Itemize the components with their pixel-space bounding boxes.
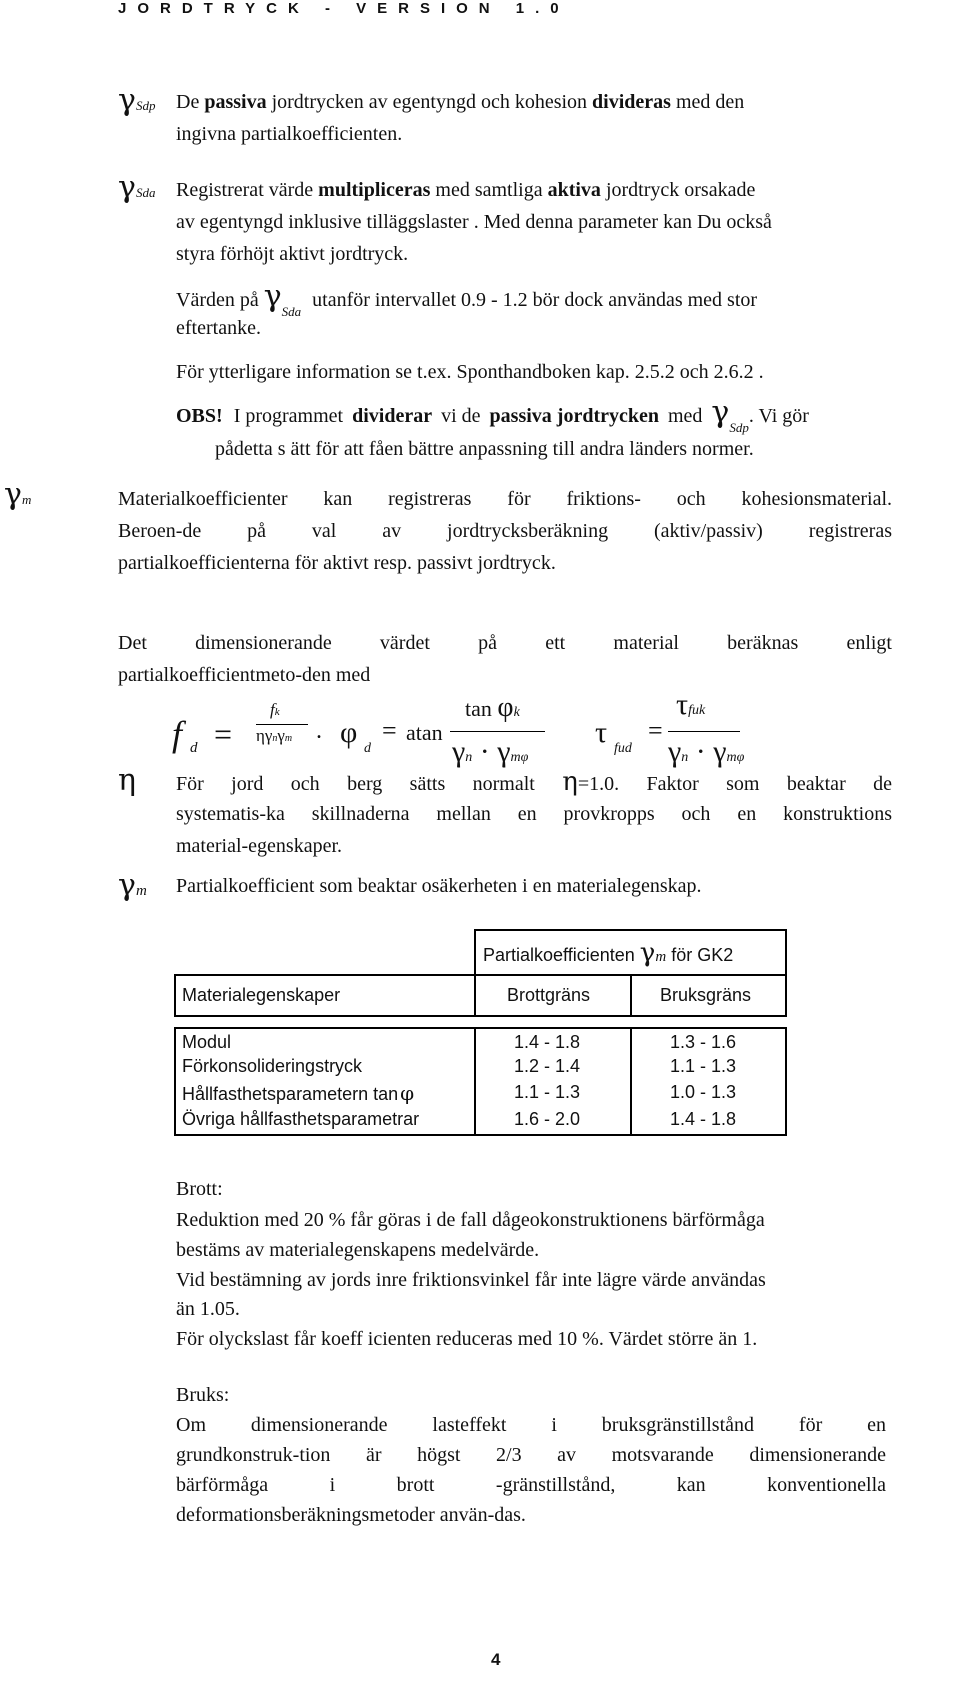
table-cell-brott: 1.1 - 1.3 (514, 1082, 581, 1102)
table-row-ovriga: Övriga hållfasthetsparametrar (182, 1109, 420, 1129)
obs-line2: pådetta s ätt för att fåen bättre anpassning till andra länders normer. (215, 438, 754, 460)
formula-phi-d: φ (340, 716, 358, 749)
gamma-sdp-symbol: γSdp (118, 83, 156, 118)
brott-heading: Brott: (176, 1178, 223, 1200)
bruks-line3: bärförmåga i brott -gränstillstånd, kan konventionella (176, 1474, 886, 1496)
table-header-bruksgrans: Bruksgräns (660, 985, 752, 1005)
formula-tan-phi-k: tan φk (465, 692, 520, 723)
brott-line1: Reduktion med 20 % får göras i de fall dågeokonstruktionens bärförmåga (176, 1209, 765, 1231)
formula-f: f (172, 714, 183, 754)
gamma-sda-subscript: Sda (135, 185, 156, 200)
brott-line3: Vid bestämning av jords inre friktionsvinkel får inte lägre värde användas (176, 1269, 766, 1291)
bruks-line4: deformationsberäkningsmetoder använ-das. (176, 1504, 526, 1526)
dim-line2: partialkoefficientmeto-den med (118, 664, 371, 686)
formula-equals-2: = (382, 716, 397, 745)
gamma-sda-line1: Registrerat värde multipliceras med samtliga aktiva jordtryck orsakade (176, 179, 756, 201)
gamma-sda-symbol: γSda (118, 170, 156, 205)
formula-d-sub: d (190, 740, 198, 756)
table-cell-brott: 1.2 - 1.4 (514, 1056, 581, 1076)
table-row-modul: Modul (182, 1032, 232, 1052)
eta-line1: För jord och berg sätts normalt η=1.0. Faktor som beaktar de (176, 767, 893, 797)
formula-denominator-3: γn · γmφ (668, 735, 745, 768)
formula-atan: atan (406, 720, 443, 745)
table-cell-bruks: 1.4 - 1.8 (670, 1109, 737, 1129)
formula-tau-fuk: τfuk (676, 688, 706, 721)
eta-symbol: η (118, 763, 136, 798)
gamma-m-subscript: m (21, 492, 32, 507)
gamma-m-symbol: γm (4, 477, 32, 512)
brott-line5: För olyckslast får koeff icienten reduceras med 10 %. Värdet större än 1. (176, 1328, 758, 1350)
table-cell-bruks: 1.3 - 1.6 (670, 1032, 737, 1052)
obs-line: OBS! I programmet dividerar vi de passiva jordtrycken med $\gamma_{Sdp}$. Vi gör (176, 395, 809, 435)
formula-fk: fk (270, 700, 280, 719)
dim-line1: Det dimensionerande värdet på ett material beräknas enligt (118, 632, 892, 654)
table-cell-brott: 1.4 - 1.8 (514, 1032, 581, 1052)
formula-fraction-bar-1 (256, 724, 308, 725)
formula-tau-fud: τ (595, 716, 608, 749)
gamma-sda-values-line: Värden på $\gamma_{Sda}$ utanför intervallet 0.9 - 1.2 bör dock användas med stor (176, 279, 758, 319)
gamma-m-def-symbol: γm (118, 868, 147, 903)
gamma-sdp-subscript: Sdp (135, 98, 156, 113)
gamma-sda-line2: av egentyngd inklusive tilläggslaster . Med denna parameter kan Du också (176, 211, 772, 233)
obs-label: OBS! (176, 405, 223, 427)
formula-fraction-bar-2 (450, 731, 545, 732)
gamma-sdp-line2: ingivna partialkoefficienten. (176, 123, 403, 145)
gamma-m-line3: partialkoefficienterna för aktivt resp. passivt jordtryck. (118, 552, 556, 574)
brott-line2: bestäms av materialegenskapens medelvärde. (176, 1239, 540, 1261)
eta-line3: material-egenskaper. (176, 835, 343, 857)
gamma-sda-values-line2: eftertanke. (176, 317, 261, 339)
more-info-line: För ytterligare information se t.ex. Sponthandboken kap. 2.5.2 och 2.6.2 . (176, 361, 764, 383)
table-header-brottgrans: Brottgräns (507, 985, 591, 1005)
running-header: JORDTRYCK - VERSION 1.0 (118, 0, 570, 17)
table-row-forkonsolideringstryck: Förkonsolideringstryck (182, 1056, 363, 1076)
formula-fud-sub: fud (614, 741, 632, 756)
page-number: 4 (491, 1650, 501, 1669)
bruks-line1: Om dimensionerande lasteffekt i bruksgränstillstånd för en (176, 1414, 886, 1436)
gamma-m-line1: Materialkoefficienter kan registreras för friktions- och kohesionsmaterial. (118, 488, 892, 510)
formula-denominator-1: ηγnγm (256, 726, 293, 745)
formula-equals-1: = (214, 716, 233, 752)
formula-equals-3: = (648, 716, 663, 745)
formula-phi-d-sub: d (364, 741, 371, 756)
gamma-m-def-text: Partialkoefficient som beaktar osäkerheten i en materialegenskap. (176, 875, 702, 897)
table-title: Partialkoefficienten γm för GK2 (483, 938, 734, 968)
table-cell-bruks: 1.0 - 1.3 (670, 1082, 737, 1102)
brott-line4: än 1.05. (176, 1298, 240, 1320)
eta-line2: systematis-ka skillnaderna mellan en provkropps och en konstruktions (176, 803, 892, 825)
table-cell-bruks: 1.1 - 1.3 (670, 1056, 737, 1076)
formula-dot: . (316, 718, 322, 744)
gamma-m-line2: Beroen-de på val av jordtrycksberäkning (aktiv/passiv) registreras (118, 520, 892, 542)
table-row-hallfasthetsparametern: Hållfasthetsparametern tan φ (182, 1081, 415, 1105)
gamma-sdp-line1: De passiva jordtrycken av egentyngd och kohesion divideras med den (176, 91, 745, 113)
bruks-line2: grundkonstruk-tion är högst 2/3 av motsvarande dimensionerande (176, 1444, 886, 1466)
formula-denominator-2: γn · γmφ (452, 735, 529, 768)
table-header-materialegenskaper: Materialegenskaper (182, 985, 341, 1005)
table-cell-brott: 1.6 - 2.0 (514, 1109, 581, 1129)
gamma-sda-line3: styra förhöjt aktivt jordtryck. (176, 243, 409, 265)
formula-fraction-bar-3 (668, 731, 740, 732)
bruks-heading: Bruks: (176, 1384, 230, 1406)
